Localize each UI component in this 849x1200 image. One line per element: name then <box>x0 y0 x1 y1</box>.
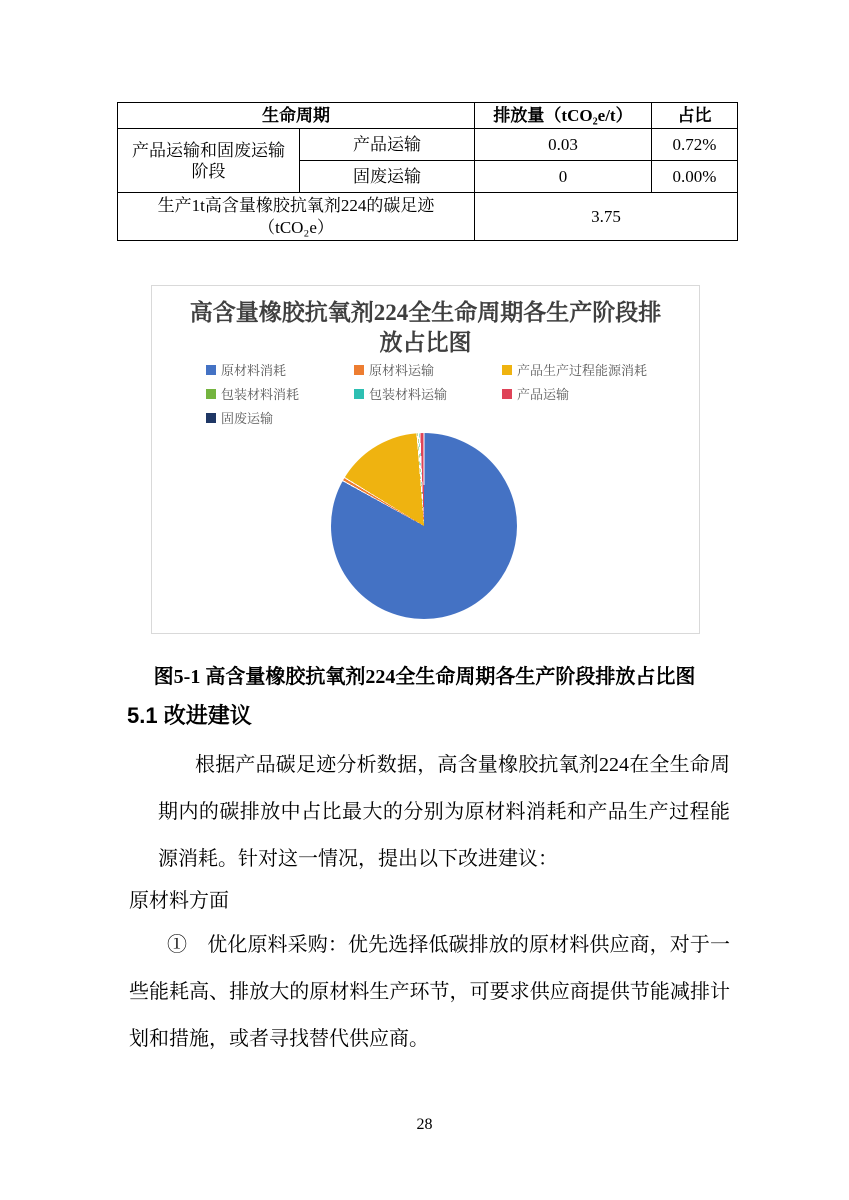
legend-label: 固废运输 <box>221 411 274 426</box>
legend-label: 包装材料运输 <box>369 387 448 402</box>
legend-item <box>502 384 647 403</box>
table-header-share: 占比 <box>652 103 738 129</box>
table-cell-stage: 产品运输和固废运输阶段 <box>118 129 300 193</box>
table-header-lifecycle: 生命周期 <box>118 103 475 129</box>
legend-swatch-icon <box>206 413 216 423</box>
legend-label: 原材料运输 <box>369 363 435 378</box>
table-footer-row <box>118 193 738 241</box>
page-number: 28 <box>416 1116 433 1133</box>
legend-item <box>354 360 502 379</box>
legend-item <box>206 360 354 379</box>
pie-chart <box>331 433 517 619</box>
legend-label: 产品生产过程能源消耗 <box>517 363 648 378</box>
legend-swatch-icon <box>502 389 512 399</box>
body-paragraph-line: 根据产品碳足迹分析数据，高含量橡胶抗氧剂224在全生命周 <box>195 754 730 776</box>
body-subheading: 原材料方面 <box>129 890 229 912</box>
legend-label: 包装材料消耗 <box>221 387 300 402</box>
legend-item <box>502 360 647 379</box>
table-cell-emission: 0.03 <box>475 129 652 161</box>
body-paragraph-line: 些能耗高、排放大的原材料生产环节，可要求供应商提供节能减排计 <box>129 981 730 1003</box>
table-cell-emission: 0 <box>475 161 652 193</box>
table-cell-share: 0.72% <box>652 129 738 161</box>
legend-label: 原材料消耗 <box>221 363 287 378</box>
legend-item <box>206 384 354 403</box>
body-paragraph-line: 期内的碳排放中占比最大的分别为原材料消耗和产品生产过程能 <box>158 801 730 823</box>
table-footer-label: 生产1t高含量橡胶抗氧剂224的碳足迹（tCO₂e） <box>118 193 475 241</box>
pie-chart-figure <box>151 285 700 634</box>
legend-item <box>206 408 354 427</box>
legend-swatch-icon <box>354 365 364 375</box>
table-footer-value: 3.75 <box>475 193 738 241</box>
figure-caption: 图5-1 高含量橡胶抗氧剂224全生命周期各生产阶段排放占比图 <box>153 666 696 688</box>
table-cell-share: 0.00% <box>652 161 738 193</box>
legend-swatch-icon <box>502 365 512 375</box>
table-header-emission: 排放量（tCO₂e/t） <box>475 103 652 129</box>
table-cell-item: 固废运输 <box>300 161 475 193</box>
table-cell-item: 产品运输 <box>300 129 475 161</box>
chart-title: 高含量橡胶抗氧剂224全生命周期各生产阶段排放占比图 <box>189 300 662 355</box>
section-heading: 5.1 改进建议 <box>127 703 252 728</box>
emissions-table <box>117 102 738 241</box>
legend-swatch-icon <box>206 365 216 375</box>
body-paragraph-line: 源消耗。针对这一情况，提出以下改进建议： <box>158 848 558 870</box>
table-row <box>118 129 738 161</box>
body-paragraph-line: 划和措施，或者寻找替代供应商。 <box>129 1028 429 1050</box>
legend-swatch-icon <box>206 389 216 399</box>
legend-label: 产品运输 <box>517 387 570 402</box>
body-paragraph-line: ① 优化原料采购：优先选择低碳排放的原材料供应商，对于一 <box>167 934 730 956</box>
legend-item <box>354 384 502 403</box>
legend-swatch-icon <box>354 389 364 399</box>
chart-legend <box>206 360 647 427</box>
